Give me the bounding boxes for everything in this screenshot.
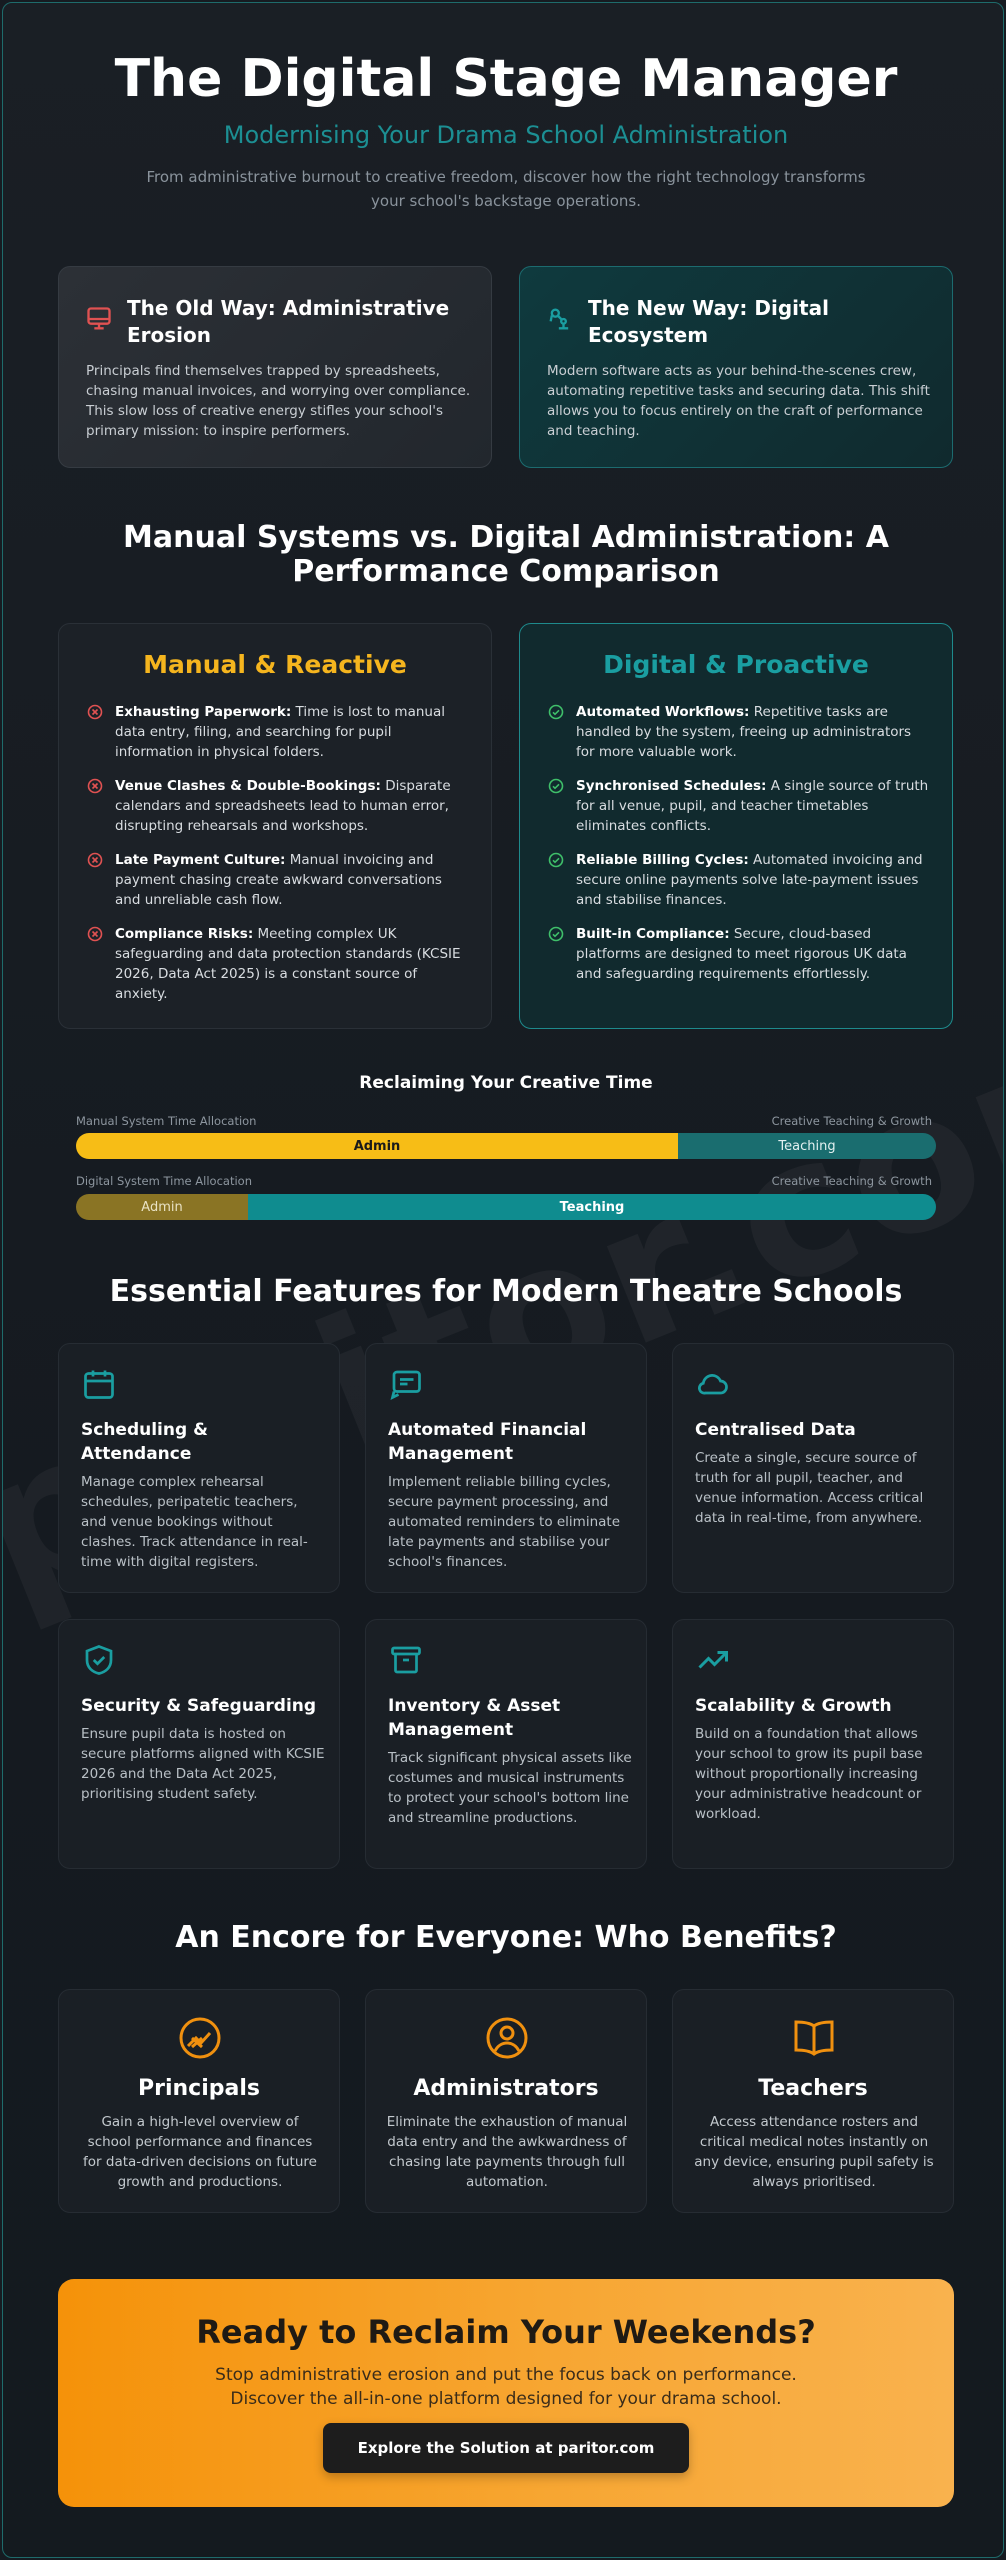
cta-banner xyxy=(58,2279,954,2507)
digital-column xyxy=(519,623,953,1029)
manual-admin-segment: Admin xyxy=(76,1133,678,1159)
new-way-text: Modern software acts as your behind-the-scenes crew, automating repetitive tasks and securing data. This shift allows you to focus entirely on the craft of performance and teaching. xyxy=(547,363,930,439)
x-circle-icon xyxy=(87,852,103,868)
feature-text: Implement reliable billing cycles, secure payment processing, and automated reminders to eliminate late payments and stabilise your school's finances. xyxy=(388,1474,621,1570)
page-subtitle: Modernising Your Drama School Administration xyxy=(223,121,789,149)
benefit-title: Administrators xyxy=(413,2076,599,2101)
list-item: Exhausting Paperwork: Time is lost to manual data entry, filing, and searching for pupil information in physical folders. xyxy=(87,702,471,762)
check-circle-icon xyxy=(548,778,564,794)
feature-title: Centralised Data xyxy=(695,1420,856,1440)
list-item: Compliance Risks: Meeting complex UK safeguarding and data protection standards (KCSIE 2026, Data Act 2025) is a constant source of anxiety. xyxy=(87,924,471,1004)
digital-growth-label: Creative Teaching & Growth xyxy=(771,1174,932,1188)
list-item: Reliable Billing Cycles: Automated invoicing and secure online payments solve late-payment issues and stabilise finances. xyxy=(548,850,932,910)
benefit-card-principals xyxy=(58,1989,340,2213)
digital-allocation-bar xyxy=(76,1194,936,1220)
manual-column xyxy=(58,623,492,1029)
manual-list xyxy=(87,702,471,1018)
list-item: Late Payment Culture: Manual invoicing and payment chasing create awkward conversations and unreliable cash flow. xyxy=(87,850,471,910)
feature-card-finance xyxy=(365,1343,647,1593)
manual-allocation-bar xyxy=(76,1133,936,1159)
feature-card-security xyxy=(58,1619,340,1869)
trend-up-icon xyxy=(695,1642,731,1678)
new-way-card xyxy=(519,266,953,468)
digital-title: Digital & Proactive xyxy=(603,650,869,679)
x-circle-icon xyxy=(87,704,103,720)
page-frame xyxy=(2,2,1004,2558)
manual-title: Manual & Reactive xyxy=(143,650,407,679)
check-circle-icon xyxy=(548,704,564,720)
benefit-card-teachers xyxy=(672,1989,954,2213)
digital-teaching-segment: Teaching xyxy=(248,1194,936,1220)
cta-title: Ready to Reclaim Your Weekends? xyxy=(196,2313,816,2351)
invoice-icon xyxy=(388,1366,424,1402)
robot-arm-icon xyxy=(546,305,574,333)
x-circle-icon xyxy=(87,926,103,942)
cta-text: Stop administrative erosion and put the focus back on performance. Discover the all-in-one platform designed for your drama school. xyxy=(215,2365,797,2409)
digital-admin-segment: Admin xyxy=(76,1194,248,1220)
calendar-icon xyxy=(81,1366,117,1402)
benefit-title: Principals xyxy=(138,2076,260,2101)
book-open-icon xyxy=(790,2014,838,2062)
time-allocation-title: Reclaiming Your Creative Time xyxy=(359,1073,653,1093)
features-heading: Essential Features for Modern Theatre Schools xyxy=(109,1274,903,1309)
benefit-card-administrators xyxy=(365,1989,647,2213)
feature-card-scheduling xyxy=(58,1343,340,1593)
feature-text: Manage complex rehearsal schedules, peripatetic teachers, and venue bookings without clashes. Track attendance in real-time with digital registers. xyxy=(81,1474,308,1570)
manual-growth-label: Creative Teaching & Growth xyxy=(771,1114,932,1128)
benefit-text: Gain a high-level overview of school performance and finances for data-driven decisions on future growth and productions. xyxy=(83,2114,317,2190)
feature-text: Build on a foundation that allows your school to grow its pupil base without proportionally increasing your administrative headcount or workload. xyxy=(695,1726,923,1822)
feature-text: Ensure pupil data is hosted on secure platforms aligned with KCSIE 2026 and the Data Act 2025, prioritising student safety. xyxy=(81,1726,325,1802)
comparison-heading: Manual Systems vs. Digital Administration: A Performance Comparison xyxy=(123,520,889,589)
feature-card-scalability xyxy=(672,1619,954,1869)
feature-title: Automated Financial Management xyxy=(388,1420,587,1464)
feature-text: Track significant physical assets like costumes and musical instruments to protect your school's bottom line and streamline productions. xyxy=(388,1750,632,1826)
benefit-title: Teachers xyxy=(758,2076,868,2101)
x-circle-icon xyxy=(87,778,103,794)
list-item: Synchronised Schedules: A single source of truth for all venue, pupil, and teacher timetables eliminates conflicts. xyxy=(548,776,932,836)
cloud-icon xyxy=(695,1366,731,1402)
old-way-title: The Old Way: Administrative Erosion xyxy=(127,296,450,347)
old-way-text: Principals find themselves trapped by spreadsheets, chasing manual invoices, and worrying over compliance. This slow loss of creative energy stifles your school's primary mission: to inspire performers. xyxy=(86,363,471,439)
new-way-title: The New Way: Digital Ecosystem xyxy=(588,296,829,347)
check-circle-icon xyxy=(548,852,564,868)
monitor-icon xyxy=(85,305,113,333)
check-circle-icon xyxy=(548,926,564,942)
manual-allocation-label: Manual System Time Allocation xyxy=(76,1114,257,1128)
feature-title: Inventory & Asset Management xyxy=(388,1696,561,1740)
feature-text: Create a single, secure source of truth for all pupil, teacher, and venue information. Access critical data in real-time, from anywhere. xyxy=(695,1450,924,1526)
feature-card-data xyxy=(672,1343,954,1593)
list-item: Automated Workflows: Repetitive tasks are handled by the system, freeing up administrators for more valuable work. xyxy=(548,702,932,762)
feature-title: Scheduling & Attendance xyxy=(81,1420,208,1464)
feature-title: Scalability & Growth xyxy=(695,1696,892,1716)
intro-text: From administrative burnout to creative freedom, discover how the right technology transforms your school's backstage operations. xyxy=(146,168,866,210)
page-title: The Digital Stage Manager xyxy=(114,49,898,109)
list-item: Venue Clashes & Double-Bookings: Disparate calendars and spreadsheets lead to human error, disrupting rehearsals and workshops. xyxy=(87,776,471,836)
user-circle-icon xyxy=(483,2014,531,2062)
list-item: Built-in Compliance: Secure, cloud-based platforms are designed to meet rigorous UK data and safeguarding requirements effortlessly. xyxy=(548,924,932,984)
benefits-heading: An Encore for Everyone: Who Benefits? xyxy=(175,1920,837,1955)
old-way-card xyxy=(58,266,492,468)
archive-box-icon xyxy=(388,1642,424,1678)
feature-title: Security & Safeguarding xyxy=(81,1696,317,1716)
digital-allocation-label: Digital System Time Allocation xyxy=(76,1174,252,1188)
manual-teaching-segment: Teaching xyxy=(678,1133,936,1159)
explore-solution-button[interactable]: Explore the Solution at paritor.com xyxy=(323,2423,689,2473)
benefit-text: Access attendance rosters and critical medical notes instantly on any device, ensuring pupil safety is always prioritised. xyxy=(694,2114,934,2190)
digital-list xyxy=(548,702,932,998)
benefit-text: Eliminate the exhaustion of manual data entry and the awkwardness of chasing late payments through full automation. xyxy=(386,2114,628,2190)
feature-card-inventory xyxy=(365,1619,647,1869)
shield-check-icon xyxy=(81,1642,117,1678)
gauge-icon xyxy=(176,2014,224,2062)
